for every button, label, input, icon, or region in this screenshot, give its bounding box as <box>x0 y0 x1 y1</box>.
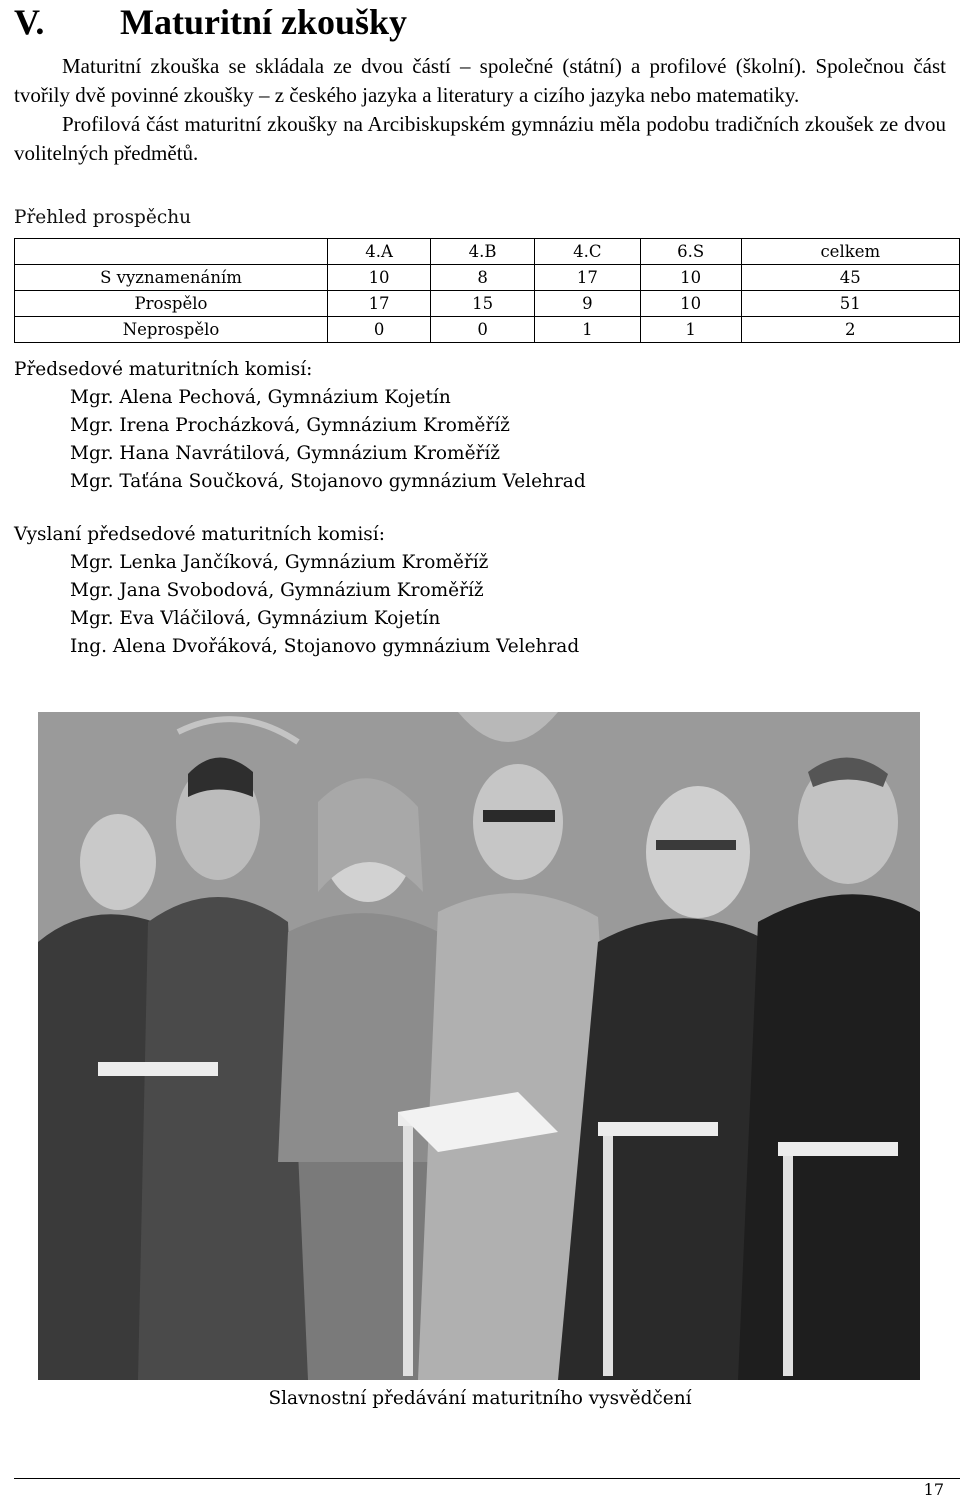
row-label: Prospělo <box>15 291 328 317</box>
intro-text <box>14 52 946 168</box>
chairs-title: Předsedové maturitních komisí: <box>14 359 313 380</box>
table-header-cell: 6.S <box>640 239 741 265</box>
section-title: Maturitní zkoušky <box>120 2 408 42</box>
photo-illustration <box>38 712 920 1380</box>
table-row <box>15 291 960 317</box>
table-cell: 17 <box>535 265 641 291</box>
overview-title: Přehled prospěchu <box>14 207 192 228</box>
table-cell: 2 <box>741 317 959 343</box>
table-corner-cell <box>15 239 328 265</box>
table-header-cell: celkem <box>741 239 959 265</box>
table-cell: 10 <box>640 265 741 291</box>
footer-divider <box>14 1478 960 1479</box>
table-cell: 0 <box>328 317 431 343</box>
table-cell: 17 <box>328 291 431 317</box>
table-cell: 1 <box>535 317 641 343</box>
table-cell: 0 <box>431 317 535 343</box>
list-item: Ing. Alena Dvořáková, Stojanovo gymnázium Velehrad <box>70 636 580 657</box>
table-cell: 45 <box>741 265 959 291</box>
table-header-cell: 4.A <box>328 239 431 265</box>
row-label: S vyznamenáním <box>15 265 328 291</box>
page-number: 17 <box>923 1480 944 1499</box>
intro-paragraph-1: Maturitní zkouška se skládala ze dvou částí – společné (státní) a profilové (školní). Společnou část tvořily dvě povinné zkoušky – z českého jazyka a literatury a cizího jazyka nebo matematiky. <box>14 54 946 107</box>
table-cell: 51 <box>741 291 959 317</box>
intro-paragraph-2: Profilová část maturitní zkoušky na Arcibiskupském gymnáziu měla podobu tradičních zkoušek ze dvou volitelných předmětů. <box>14 112 946 165</box>
table-header-cell: 4.C <box>535 239 641 265</box>
table-header-cell: 4.B <box>431 239 535 265</box>
section-heading <box>14 0 407 44</box>
table-row <box>15 317 960 343</box>
table-cell: 1 <box>640 317 741 343</box>
section-number: V. <box>14 2 45 42</box>
grades-table <box>14 238 960 343</box>
table-row <box>15 265 960 291</box>
table-cell: 15 <box>431 291 535 317</box>
list-item: Mgr. Jana Svobodová, Gymnázium Kroměříž <box>70 580 484 601</box>
delegated-title: Vyslaní předsedové maturitních komisí: <box>14 524 385 545</box>
ceremony-photo <box>38 712 920 1380</box>
table-cell: 8 <box>431 265 535 291</box>
table-cell: 9 <box>535 291 641 317</box>
table-header-row <box>15 239 960 265</box>
delegated-list <box>14 521 579 661</box>
chairs-list <box>14 356 586 496</box>
list-item: Mgr. Eva Vláčilová, Gymnázium Kojetín <box>70 608 441 629</box>
table-cell: 10 <box>640 291 741 317</box>
list-item: Mgr. Hana Navrátilová, Gymnázium Kroměříž <box>70 443 501 464</box>
table-cell: 10 <box>328 265 431 291</box>
list-item: Mgr. Alena Pechová, Gymnázium Kojetín <box>70 387 451 408</box>
row-label: Neprospělo <box>15 317 328 343</box>
photo-caption: Slavnostní předávání maturitního vysvědčení <box>268 1388 692 1409</box>
list-item: Mgr. Taťána Součková, Stojanovo gymnázium Velehrad <box>70 471 586 492</box>
list-item: Mgr. Lenka Jančíková, Gymnázium Kroměříž <box>70 552 489 573</box>
list-item: Mgr. Irena Procházková, Gymnázium Kroměříž <box>70 415 510 436</box>
